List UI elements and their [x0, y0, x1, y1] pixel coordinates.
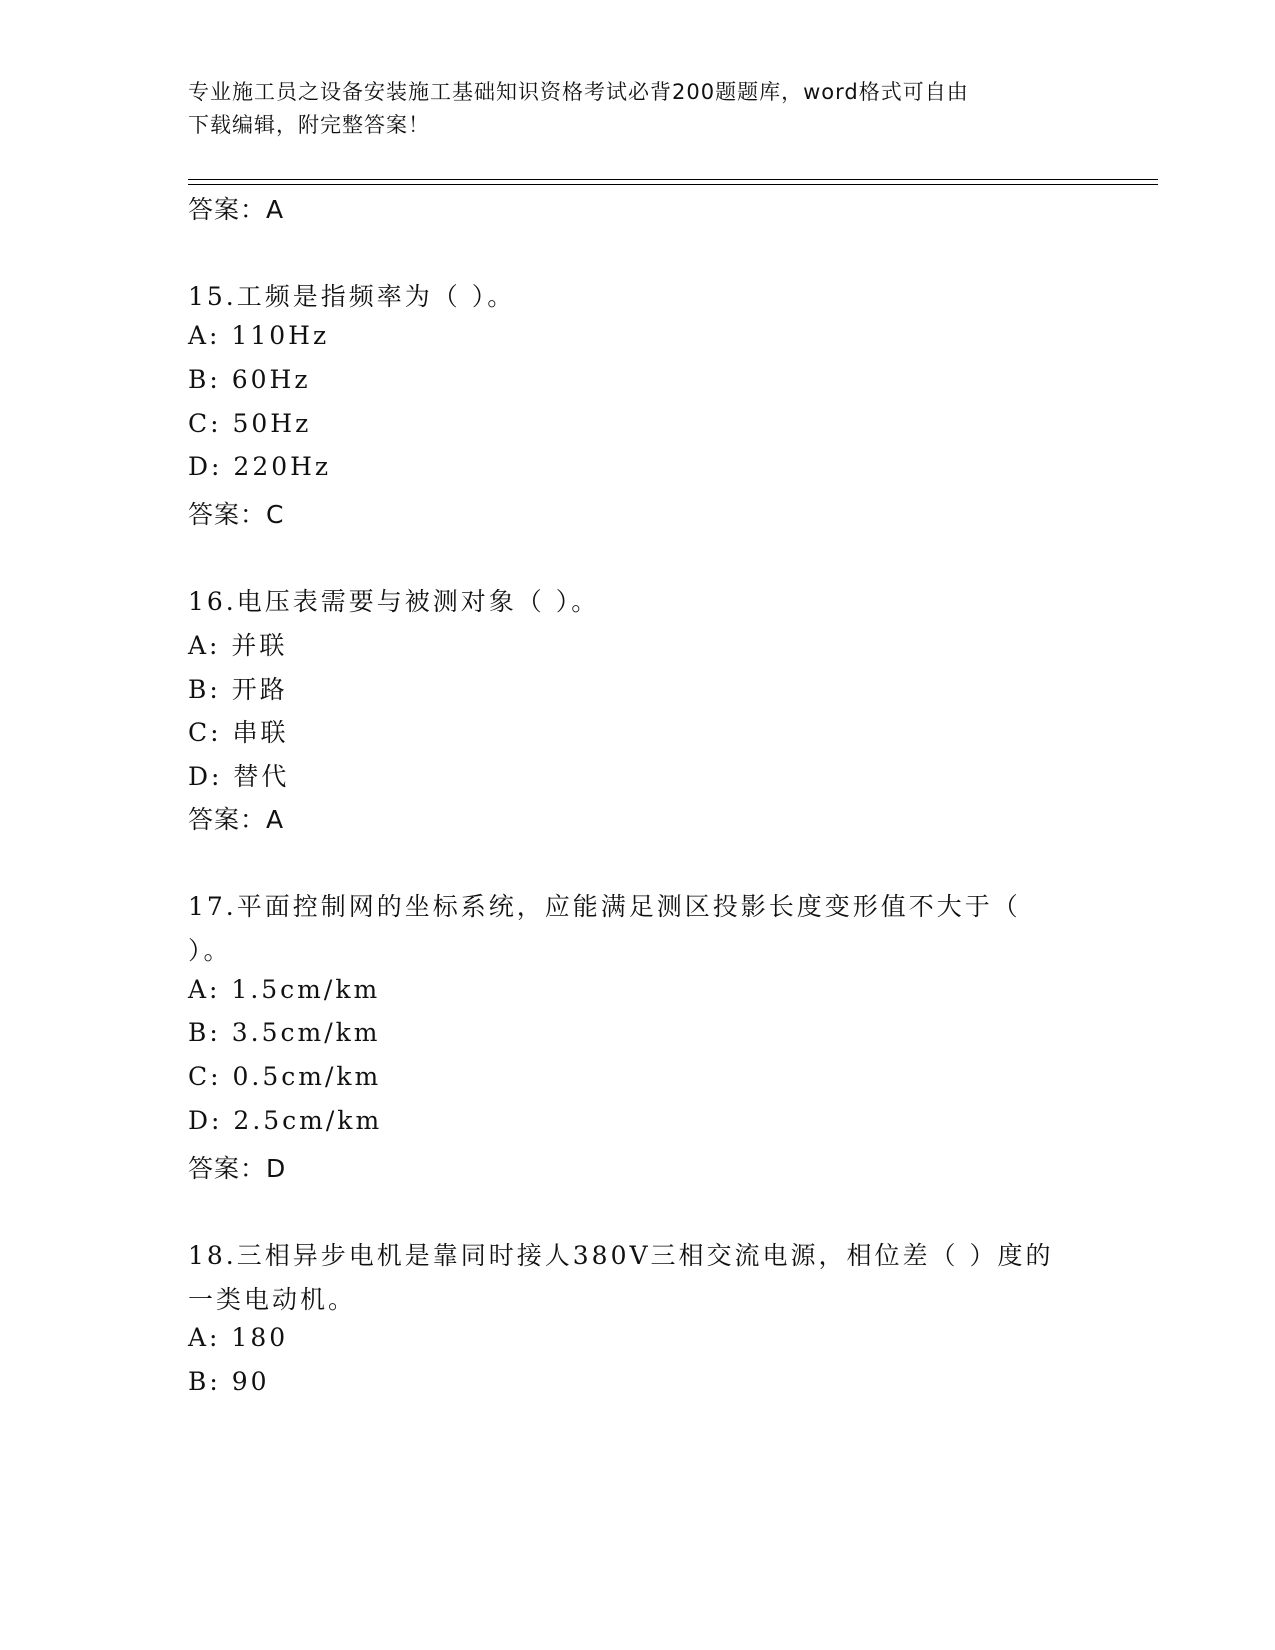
question-16-option-c: C: 串联: [188, 718, 289, 747]
question-15-text: 15.工频是指频率为（ ）。: [188, 282, 516, 311]
document-header: [188, 76, 1088, 142]
question-16-option-d: D: 替代: [188, 762, 290, 791]
question-17-option-c: C: 0.5cm/km: [188, 1062, 382, 1091]
question-15-option-a: A: 110Hz: [188, 321, 330, 350]
question-18-text-line-2: 一类电动机。: [188, 1285, 357, 1314]
question-17-answer: 答案：D: [188, 1154, 287, 1183]
question-17-text-line-1: 17.平面控制网的坐标系统，应能满足测区投影长度变形值不大于（: [188, 892, 1021, 921]
question-17-option-a: A: 1.5cm/km: [188, 975, 381, 1004]
question-15-option-b: B: 60Hz: [188, 365, 311, 394]
question-15-option-d: D: 220Hz: [188, 452, 332, 481]
question-17-option-b: B: 3.5cm/km: [188, 1018, 381, 1047]
question-15-answer: 答案：C: [188, 500, 285, 529]
question-15-option-c: C: 50Hz: [188, 409, 312, 438]
question-16-answer: 答案：A: [188, 805, 285, 834]
question-18-option-a: A: 180: [188, 1323, 289, 1352]
header-rule-bottom: [188, 184, 1158, 185]
question-18-text-line-1: 18.三相异步电机是靠同时接人380V三相交流电源，相位差（ ）度的: [188, 1241, 1054, 1270]
header-rule-top: [188, 179, 1158, 180]
question-17-text-line-2: ）。: [188, 936, 232, 965]
question-16-text: 16.电压表需要与被测对象（ ）。: [188, 587, 600, 616]
question-16-option-b: B: 开路: [188, 675, 288, 704]
question-18-option-b: B: 90: [188, 1367, 270, 1396]
answer-prev: 答案：A: [188, 195, 285, 224]
question-16-option-a: A: 并联: [188, 631, 288, 660]
question-17-option-d: D: 2.5cm/km: [188, 1106, 383, 1135]
header-line-2: 下载编辑，附完整答案！: [188, 113, 430, 137]
header-line-1: 专业施工员之设备安装施工基础知识资格考试必背200题题库，word格式可自由: [188, 80, 969, 104]
